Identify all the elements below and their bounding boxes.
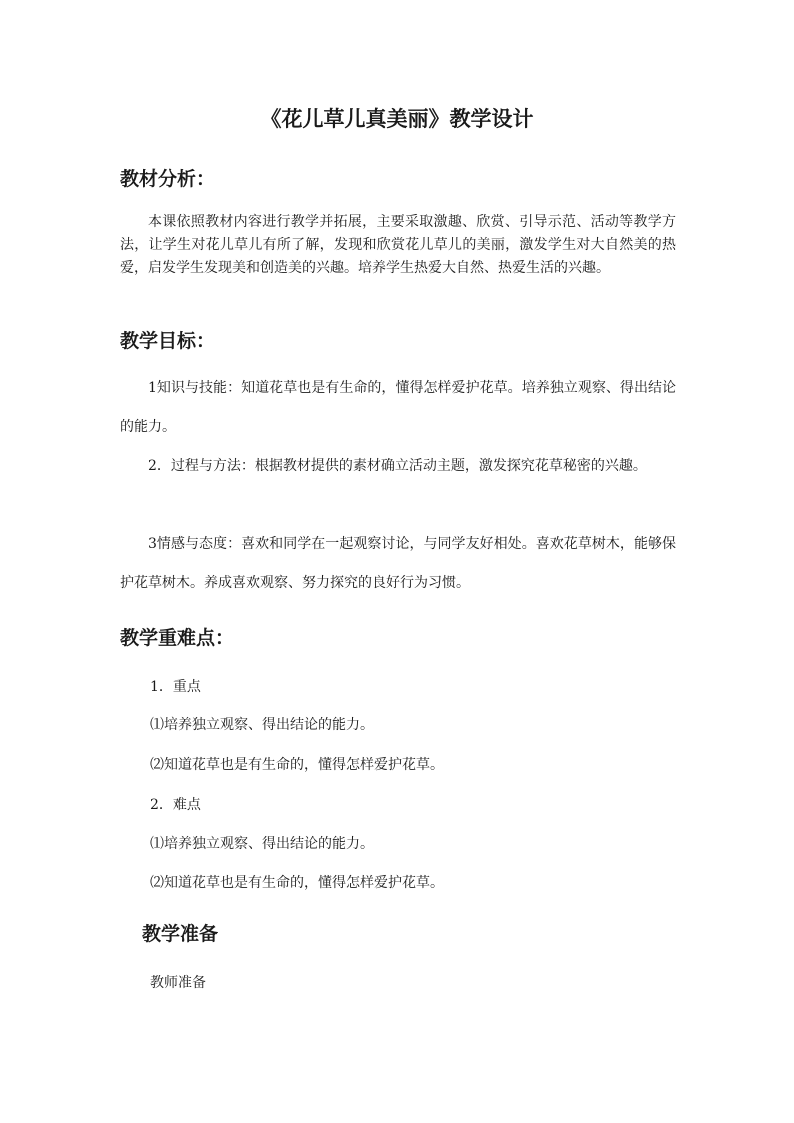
section-heading-preparation: 教学准备 [142,923,219,945]
difficulty-item: ⑵知道花草也是有生命的，懂得怎样爱护花草。 [150,875,444,891]
difficulty-item: ⑴培养独立观察、得出结论的能力。 [150,836,374,852]
analysis-paragraph: 本课依照教材内容进行教学并拓展，主要采取激趣、欣赏、引导示范、活动等教学方法，让学生对花儿草儿有所了解，发现和欣赏花儿草儿的美丽，激发学生对大自然美的热爱，启发学生发现美和创造美的兴趣。培养学生热爱大自然、热爱生活的兴趣。 [120,214,676,276]
section-heading-key-points: 教学重难点： [120,627,235,649]
goal-item-knowledge: 1知识与技能：知道花草也是有生命的，懂得怎样爱护花草。培养独立观察、得出结论的能力。 [120,380,676,435]
document-title: 《花儿草儿真美丽》教学设计 [260,106,534,131]
difficulty-label: 2．难点 [150,797,201,813]
section-heading-analysis: 教材分析： [120,168,216,190]
section-heading-goals: 教学目标： [120,330,216,352]
focus-item: ⑴培养独立观察、得出结论的能力。 [150,717,374,733]
focus-item: ⑵知道花草也是有生命的，懂得怎样爱护花草。 [150,757,444,773]
focus-label: 1．重点 [150,679,201,695]
goal-item-emotion: 3情感与态度：喜欢和同学在一起观察讨论，与同学友好相处。喜欢花草树木，能够保护花草树木。养成喜欢观察、努力探究的良好行为习惯。 [120,536,676,591]
teacher-preparation: 教师准备 [150,975,206,991]
goal-item-process: 2．过程与方法：根据教材提供的素材确立活动主题，激发探究花草秘密的兴趣。 [148,458,647,474]
